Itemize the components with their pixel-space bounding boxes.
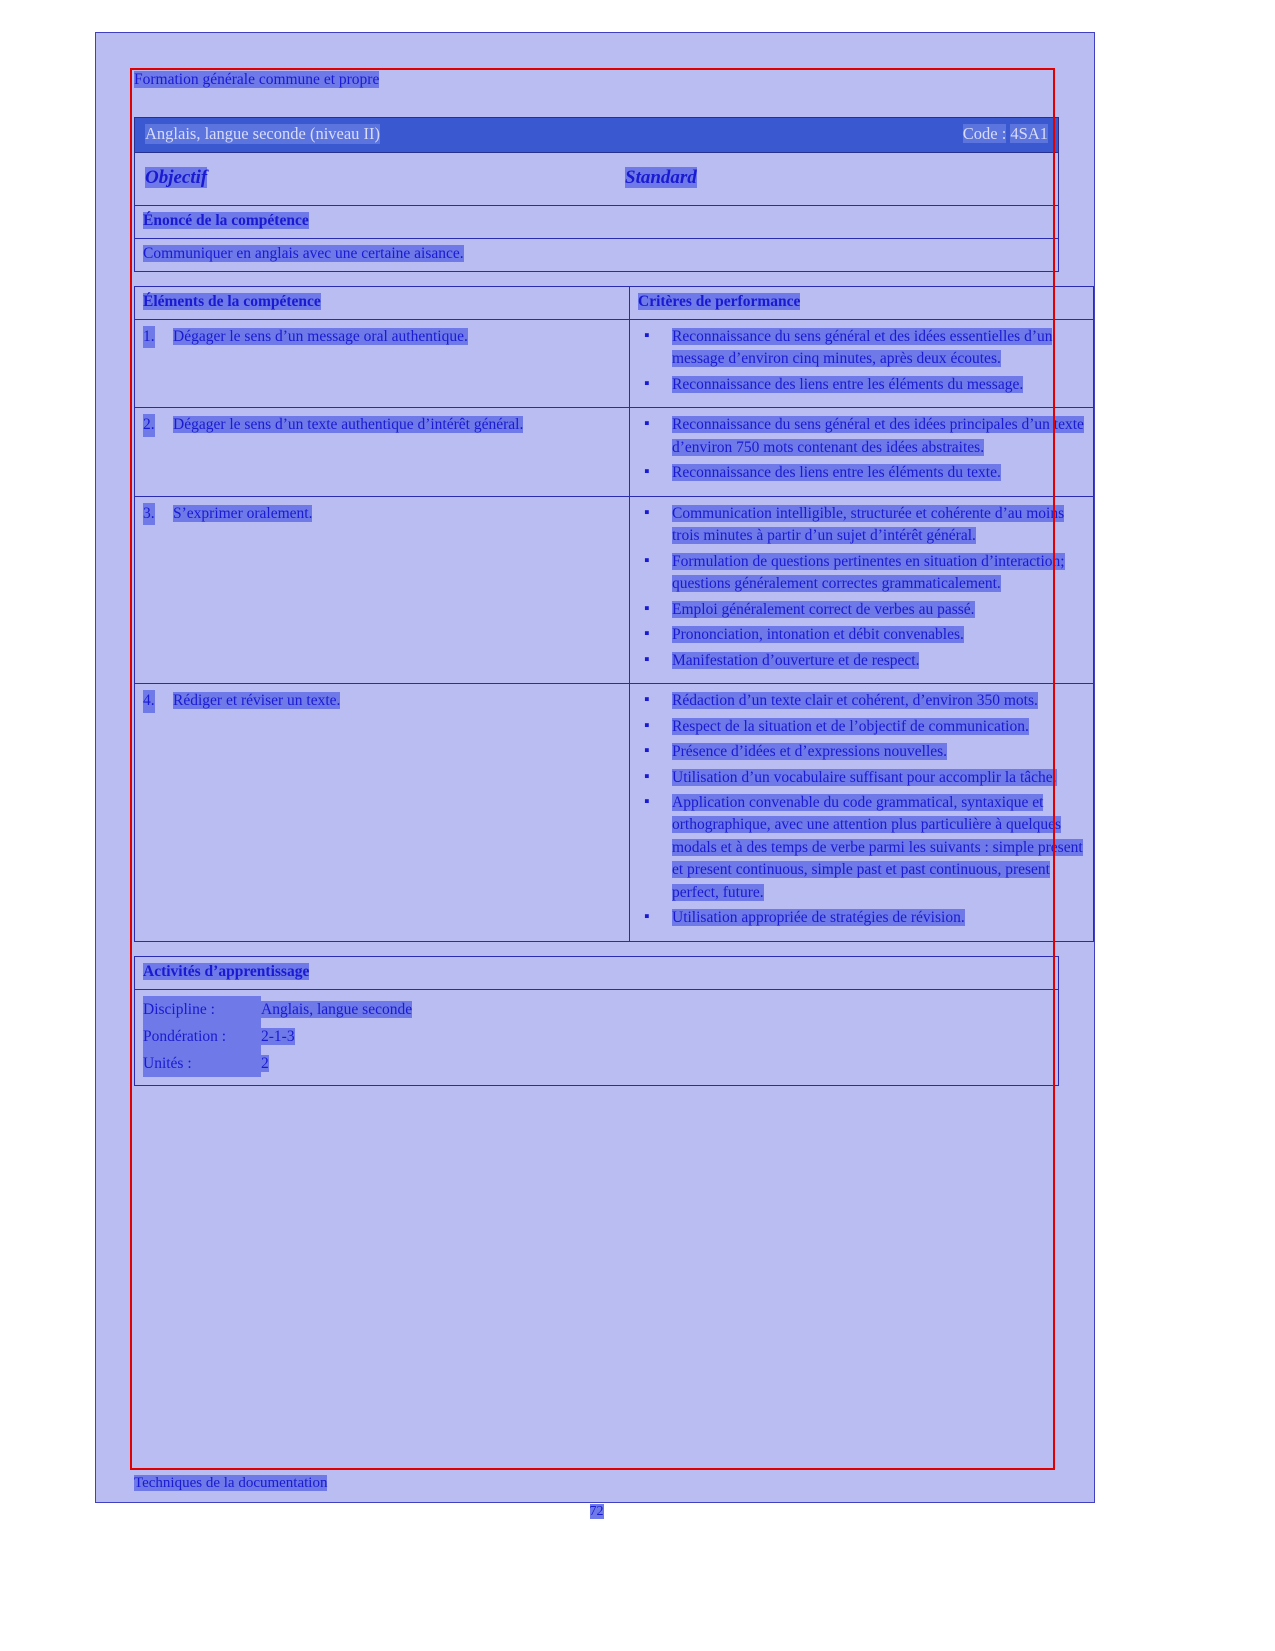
list-item: ▪ Formulation de questions pertinentes en situation d’interaction; questions généralement correctes grammaticalement.	[638, 551, 1085, 596]
list-item: ▪ Manifestation d’ouverture et de respect.	[638, 650, 1085, 672]
standard-label: Standard	[625, 167, 697, 188]
table-row	[135, 956, 1059, 989]
activities-table	[134, 956, 1059, 1086]
list-item: ▪ Application convenable du code grammatical, syntaxique et orthographique, avec une attention plus particulière à quelques modals et à des temps de verbe parmi les suivants : simple present et present continuous, simple past et past continuous, present perfect, future.	[638, 792, 1085, 904]
element-number: 4.	[143, 690, 155, 712]
element-number: 1.	[143, 326, 155, 348]
element-cell	[135, 496, 630, 683]
ponderation-label: Pondération :	[143, 1023, 261, 1050]
table-row	[135, 239, 1059, 272]
list-item: ▪ Utilisation d’un vocabulaire suffisant pour accomplir la tâche.	[638, 767, 1085, 789]
criteria-heading: Critères de performance	[630, 287, 1094, 320]
document-page	[95, 32, 1095, 1519]
objectif-label: Objectif	[145, 167, 208, 188]
list-item: ▪ Prononciation, intonation et débit convenables.	[638, 624, 1085, 646]
list-item: ▪ Reconnaissance des liens entre les éléments du message.	[638, 374, 1085, 396]
page-header: Formation générale commune et propre	[134, 71, 380, 88]
list-item: ▪ Reconnaissance du sens général et des idées essentielles d’un message d’environ cinq minutes, après deux écoutes.	[638, 326, 1085, 371]
competence-elements-table	[134, 286, 1094, 942]
element-text: Dégager le sens d’un message oral authentique.	[173, 328, 468, 345]
page-content	[134, 71, 1084, 1086]
activities-details	[135, 989, 1059, 1085]
list-item: ▪ Respect de la situation et de l’objectif de communication.	[638, 716, 1085, 738]
table-row	[135, 206, 1059, 239]
list-item: ▪ Utilisation appropriée de stratégies de révision.	[638, 907, 1085, 929]
page-number: 72	[589, 1504, 604, 1519]
table-row	[135, 989, 1059, 1085]
element-text: Rédiger et réviser un texte.	[173, 692, 341, 710]
discipline-line	[143, 996, 1050, 1023]
activities-heading: Activités d’apprentissage	[135, 956, 1059, 989]
course-title-bar	[134, 117, 1059, 153]
units-line	[143, 1050, 1050, 1077]
competence-statement-heading: Énoncé de la compétence	[135, 206, 1059, 239]
discipline-label: Discipline :	[143, 996, 261, 1023]
list-item: ▪ Rédaction d’un texte clair et cohérent, d’environ 350 mots.	[638, 690, 1085, 712]
criteria-cell	[630, 408, 1094, 496]
course-code: Code : 4SA1	[962, 124, 1048, 143]
list-item: ▪ Communication intelligible, structurée et cohérente d’au moins trois minutes à partir d’un sujet d’intérêt général.	[638, 503, 1085, 548]
objectif-standard-row	[134, 153, 1059, 205]
element-text: S’exprimer oralement.	[173, 504, 313, 522]
element-number: 3.	[143, 503, 155, 525]
element-cell	[135, 408, 630, 496]
table-row	[135, 496, 1094, 683]
table-row	[135, 320, 1094, 408]
units-label: Unités :	[143, 1050, 261, 1077]
criteria-cell	[630, 496, 1094, 683]
ponderation-line	[143, 1023, 1050, 1050]
discipline-value: Anglais, langue seconde	[261, 1000, 413, 1018]
list-item: ▪ Présence d’idées et d’expressions nouvelles.	[638, 741, 1085, 763]
table-row	[135, 408, 1094, 496]
list-item: ▪ Emploi généralement correct de verbes au passé.	[638, 599, 1085, 621]
elements-heading: Éléments de la compétence	[135, 287, 630, 320]
course-title: Anglais, langue seconde (niveau II)	[145, 124, 381, 143]
competence-statement-table	[134, 205, 1059, 272]
competence-statement-text: Communiquer en anglais avec une certaine aisance.	[135, 239, 1059, 272]
units-value: 2	[261, 1055, 269, 1073]
element-number: 2.	[143, 414, 155, 436]
list-item: ▪ Reconnaissance du sens général et des idées principales d’un texte d’environ 750 mots contenant des idées abstraites.	[638, 414, 1085, 459]
element-cell	[135, 684, 630, 942]
criteria-cell	[630, 684, 1094, 942]
list-item: ▪ Reconnaissance des liens entre les éléments du texte.	[638, 462, 1085, 484]
table-header-row	[135, 287, 1094, 320]
criteria-cell	[630, 320, 1094, 408]
element-cell	[135, 320, 630, 408]
page-footer: Techniques de la documentation 72	[134, 1475, 1059, 1492]
ponderation-value: 2-1-3	[261, 1027, 295, 1045]
element-text: Dégager le sens d’un texte authentique d’intérêt général.	[173, 416, 524, 434]
table-row	[135, 684, 1094, 942]
